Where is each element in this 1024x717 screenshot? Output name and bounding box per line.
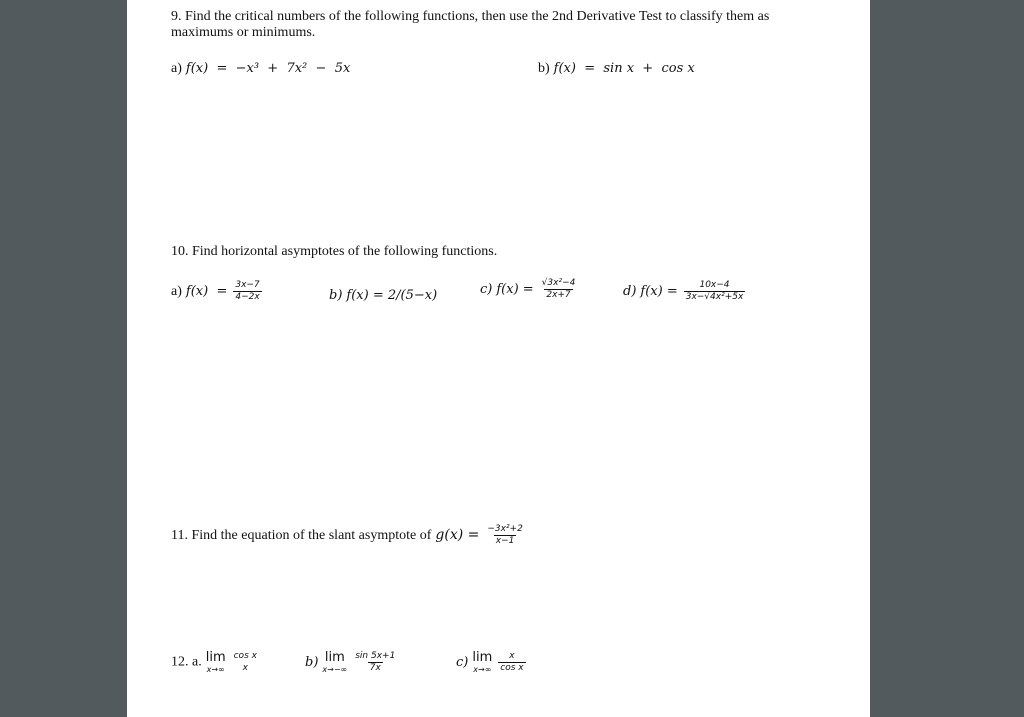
q10-c-lhs: f(x) = xyxy=(496,282,534,298)
q12-part-a xyxy=(171,651,261,674)
q11-fraction xyxy=(485,524,524,547)
q12-c-denominator: cos x xyxy=(500,663,524,673)
q12-c-numerator: x xyxy=(509,651,515,661)
q12-a-denominator: x xyxy=(242,663,248,673)
q10-a-fraction xyxy=(233,280,261,303)
q10-a-denominator: 4−2x xyxy=(235,292,260,302)
q12-c-lim-subscript: x→∞ xyxy=(473,665,492,674)
q12-b-lim-word: lim xyxy=(324,650,345,665)
q10-part-c xyxy=(480,278,579,301)
q10-instruction: 10. Find horizontal asymptotes of the following functions. xyxy=(171,244,498,259)
q12-a-limit xyxy=(206,651,226,674)
q10-a-numerator: 3x−7 xyxy=(235,280,260,290)
q10-c-label: c) xyxy=(480,282,493,298)
q12-b-numerator: sin 5x+1 xyxy=(355,651,396,661)
q10-d-lhs: f(x) = xyxy=(640,284,678,300)
q9-b-expression: f(x) = sin x + cos x xyxy=(553,61,695,76)
q11-denominator: x−1 xyxy=(495,536,515,546)
q12-c-fraction xyxy=(498,651,525,674)
q9-part-b xyxy=(538,59,695,77)
q12-b-limit xyxy=(322,651,347,674)
q11-instruction: 11. Find the equation of the slant asymptote of xyxy=(171,528,432,544)
q10-d-fraction xyxy=(684,280,746,303)
q10-a-label: a) xyxy=(171,284,182,300)
q9-instruction-line1: 9. Find the critical numbers of the following functions, then use the 2nd Derivative Test to classify them as xyxy=(171,9,770,24)
q12-a-numerator: cos x xyxy=(233,651,257,661)
q10-part-a xyxy=(171,280,264,303)
q10-b-expression: f(x) = 2/(5−x) xyxy=(346,288,438,303)
q10-part-b xyxy=(329,286,437,304)
q11 xyxy=(171,524,527,547)
q11-lhs: g(x) = xyxy=(435,527,480,544)
q12-b-lim-subscript: x→−∞ xyxy=(322,665,348,674)
q10-d-denominator: 3x−√4x²+5x xyxy=(685,292,744,302)
q12-b-denominator: 7x xyxy=(369,663,381,673)
q9-part-a xyxy=(171,59,350,77)
q12-b-fraction xyxy=(353,651,397,674)
q10-d-numerator: 10x−4 xyxy=(699,280,730,290)
q10-c-denominator: 2x+7 xyxy=(546,290,571,300)
q10-a-lhs: f(x) = xyxy=(185,284,228,300)
q12-a-lim-subscript: x→∞ xyxy=(206,665,225,674)
q9-instruction-line2: maximums or minimums. xyxy=(171,25,316,40)
q12-part-c xyxy=(456,651,528,674)
q9-a-label: a) xyxy=(171,61,182,76)
q10-b-label: b) xyxy=(329,288,343,303)
q10-d-label: d) xyxy=(623,284,637,300)
q12-b-label: b) xyxy=(305,655,319,670)
document-page xyxy=(127,0,870,717)
q12-part-b xyxy=(305,651,399,674)
q10-part-d xyxy=(623,280,747,303)
q12-c-lim-word: lim xyxy=(472,650,493,665)
q12-a-label: 12. a. xyxy=(171,654,202,670)
q11-numerator: −3x²+2 xyxy=(487,524,523,534)
q12-c-limit xyxy=(472,651,492,674)
q12-c-label: c) xyxy=(456,655,469,670)
q12-a-lim-word: lim xyxy=(205,650,226,665)
q9-a-expression: f(x) = −x³ + 7x² − 5x xyxy=(185,61,351,76)
q10-c-numerator: √3x²−4 xyxy=(541,278,576,288)
q9-b-label: b) xyxy=(538,61,550,76)
q10-c-fraction xyxy=(540,278,578,301)
q12-a-fraction xyxy=(232,651,259,674)
